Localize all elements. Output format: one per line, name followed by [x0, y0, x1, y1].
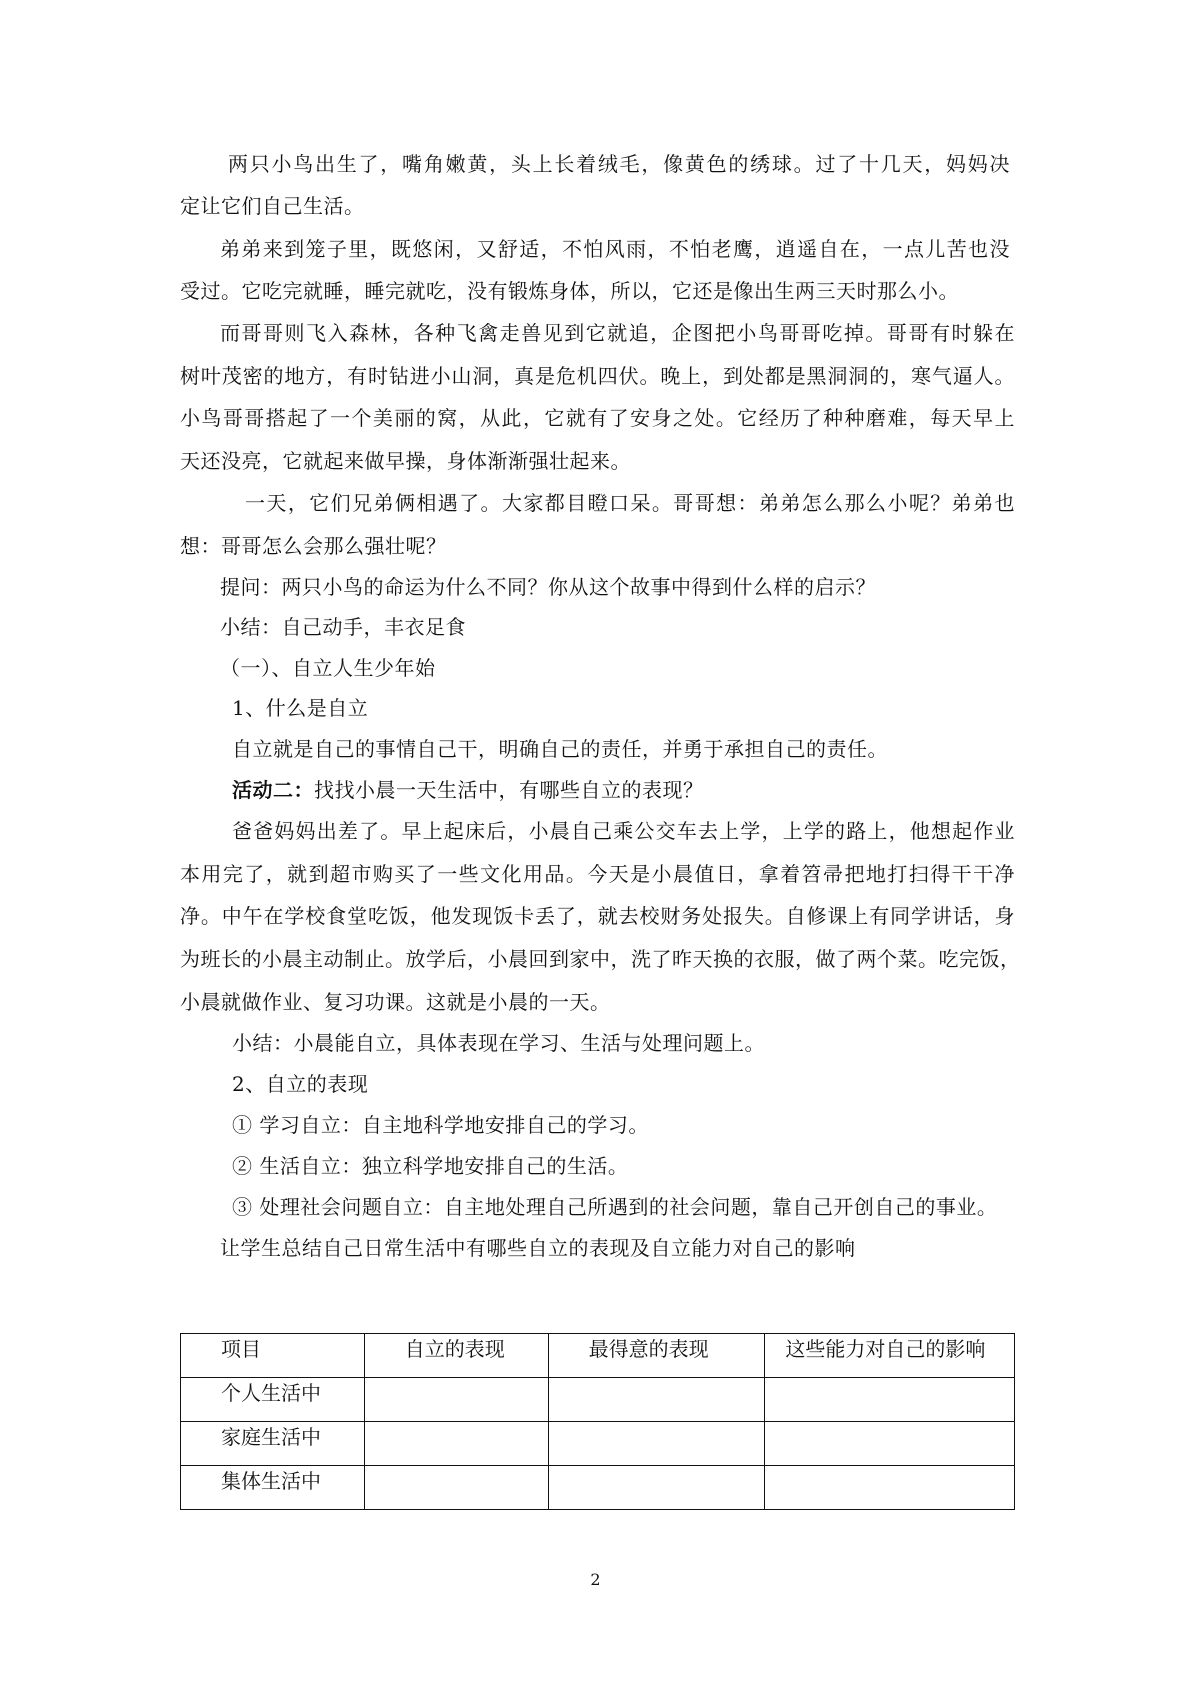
paragraph-line: 想：哥哥怎么会那么强壮呢？: [180, 534, 447, 558]
table-cell: [548, 1466, 765, 1510]
paragraph-line: 定让它们自己生活。: [180, 194, 365, 218]
table-cell: 家庭生活中: [181, 1422, 365, 1466]
table-cell: [765, 1378, 1015, 1422]
definition-line: 自立就是自己的事情自己干，明确自己的责任，并勇于承担自己的责任。: [232, 737, 888, 761]
table-header-cell: 最得意的表现: [548, 1334, 765, 1378]
instruction-line: 让学生总结自己日常生活中有哪些自立的表现及自立能力对自己的影响: [220, 1236, 856, 1260]
table-cell: [364, 1466, 548, 1510]
paragraph-line: 受过。它吃完就睡，睡完就吃，没有锻炼身体，所以，它还是像出生两三天时那么小。: [180, 279, 959, 303]
paragraph-line: 一天，它们兄弟俩相遇了。大家都目瞪口呆。哥哥想：弟弟怎么那么小呢？弟弟也: [245, 491, 1015, 515]
table-cell: [364, 1378, 548, 1422]
table-header-cell: 项目: [181, 1334, 365, 1378]
table-row: [181, 1422, 1015, 1466]
paragraph-line: 小鸟哥哥搭起了一个美丽的窝，从此，它就有了安身之处。它经历了种种磨难，每天早上: [180, 406, 1015, 430]
page-number: 2: [590, 1570, 601, 1589]
activity-text: 找找小晨一天生活中，有哪些自立的表现？: [314, 778, 704, 802]
activity-line: [232, 776, 1062, 804]
summary-table: [180, 1333, 1015, 1510]
paragraph-line: 净。中午在学校食堂吃饭，他发现饭卡丢了，就去校财务处报失。自修课上有同学讲话，身: [180, 904, 1015, 928]
table-cell: [548, 1378, 765, 1422]
paragraph-line: 两只小鸟出生了，嘴角嫩黄，头上长着绒毛，像黄色的绣球。过了十几天，妈妈决: [228, 152, 1010, 176]
paragraph-line: 本用完了，就到超市购买了一些文化用品。今天是小晨值日，拿着笤帚把地打扫得干干净: [180, 862, 1015, 886]
paragraph-line: 天还没亮，它就起来做早操，身体渐渐强壮起来。: [180, 449, 631, 473]
table-row: [181, 1378, 1015, 1422]
table-cell: [364, 1422, 548, 1466]
table-cell: [548, 1422, 765, 1466]
question-line: 提问：两只小鸟的命运为什么不同？你从这个故事中得到什么样的启示？: [220, 575, 876, 599]
activity-label: 活动二：: [232, 778, 314, 802]
summary-line: 小结：自己动手，丰衣足食: [220, 615, 466, 639]
table-header-cell: 自立的表现: [364, 1334, 548, 1378]
list-item: ③ 处理社会问题自立：自主地处理自己所遇到的社会问题，靠自己开创自己的事业。: [232, 1195, 998, 1219]
list-item: ② 生活自立：独立科学地安排自己的生活。: [232, 1154, 629, 1178]
paragraph-line: 小晨就做作业、复习功课。这就是小晨的一天。: [180, 990, 611, 1014]
section-heading: （一）、自立人生少年始: [220, 656, 436, 680]
table-row: [181, 1466, 1015, 1510]
subsection-heading: 2、自立的表现: [232, 1072, 369, 1096]
table-cell: [765, 1466, 1015, 1510]
paragraph-line: 树叶茂密的地方，有时钻进小山洞，真是危机四伏。晚上，到处都是黑洞洞的，寒气逼人。: [180, 364, 1015, 388]
table-cell: [765, 1422, 1015, 1466]
paragraph-line: 为班长的小晨主动制止。放学后，小晨回到家中，洗了昨天换的衣服，做了两个菜。吃完饭，: [180, 947, 1021, 971]
table-header-row: [181, 1334, 1015, 1378]
list-item: ① 学习自立：自主地科学地安排自己的学习。: [232, 1113, 649, 1137]
paragraph-line: 爸爸妈妈出差了。早上起床后，小晨自己乘公交车去上学，上学的路上，他想起作业: [232, 819, 1015, 843]
paragraph-line: 弟弟来到笼子里，既悠闲，又舒适，不怕风雨，不怕老鹰，逍遥自在，一点儿苦也没: [220, 237, 1010, 261]
table-header-cell: 这些能力对自己的影响: [765, 1334, 1015, 1378]
paragraph-line: 而哥哥则飞入森林，各种飞禽走兽见到它就追，企图把小鸟哥哥吃掉。哥哥有时躲在: [220, 321, 1015, 345]
summary-line: 小结：小晨能自立，具体表现在学习、生活与处理问题上。: [232, 1031, 765, 1055]
table-cell: 个人生活中: [181, 1378, 365, 1422]
table-cell: 集体生活中: [181, 1466, 365, 1510]
subsection-heading: 1、什么是自立: [232, 696, 369, 720]
